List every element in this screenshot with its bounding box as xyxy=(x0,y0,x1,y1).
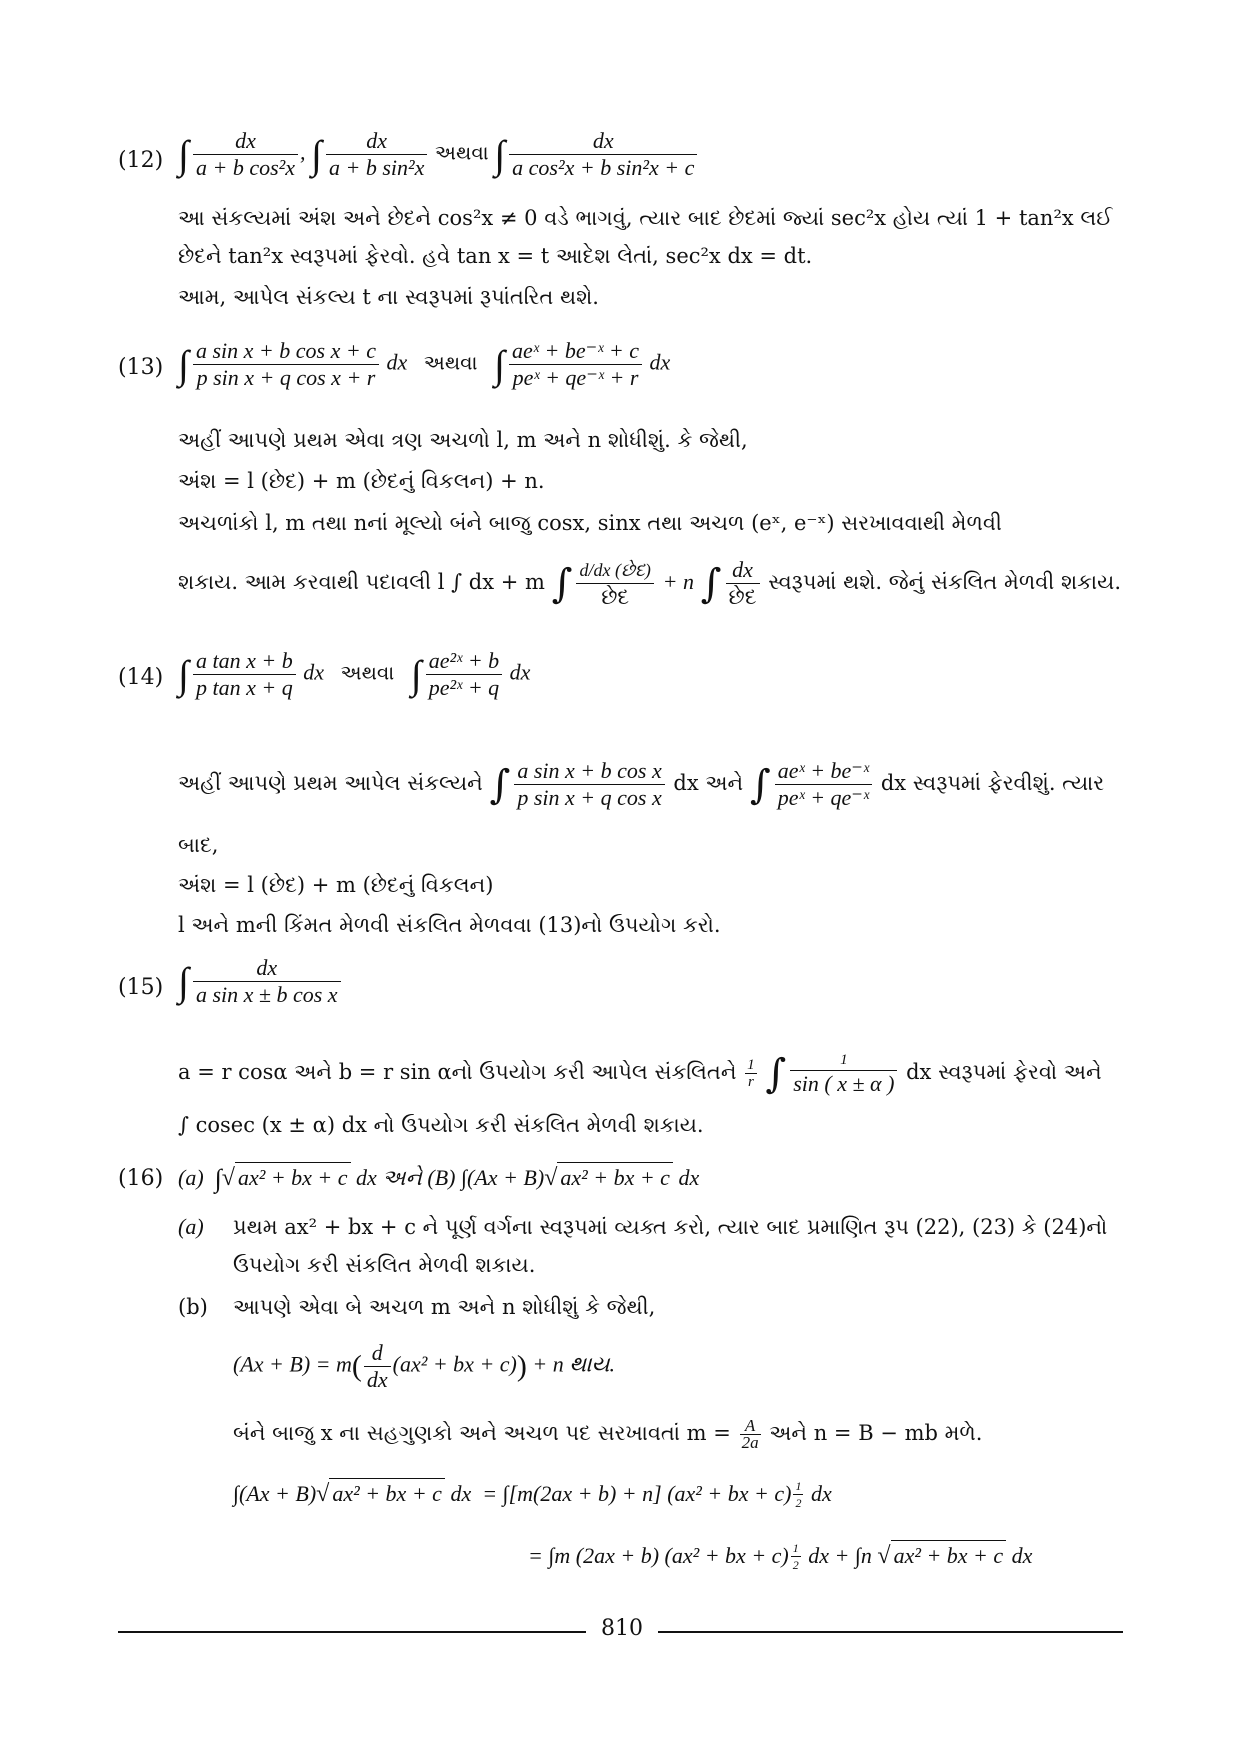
fraction: $\frac{d}{dx}$ xyxy=(364,1340,391,1393)
footer-rule-right xyxy=(658,1631,1123,1633)
fraction: $\frac{\text{d/dx (છેદ)}}{\text{છેદ}}$ xyxy=(576,557,653,610)
integral-sign: ∫ xyxy=(749,761,771,808)
footer-rule-left xyxy=(118,1631,586,1633)
paragraph-line: ∫ cosec (x ± α) dx નો ઉપયોગ કરી સંકલિત મેળવી શકાય. xyxy=(178,1113,704,1137)
item-number: (13) xyxy=(118,355,164,380)
formula-15 xyxy=(178,955,343,1008)
formula-13: ∫ $\frac{\text{a sin x + b cos x + c}}{\text{p sin x + q cos x + r}}$ dx અથવા ∫ $\frac{\text{aeˣ + be⁻ˣ + c}}{\text{peˣ + qe⁻ˣ + r}}$ dx xyxy=(178,338,671,390)
integral-sign: ∫ xyxy=(178,131,189,177)
paragraph-line: ઉપયોગ કરી સંકલિત મેળવી શકાય. xyxy=(233,1253,536,1277)
paragraph-line: શકાય. આમ કરવાથી પદાવલી l ∫ dx + m ∫ $\frac{\text{d/dx (છેદ)}}{\text{છેદ}}$ + n ∫ $\frac{dx}{\text{છેદ}}$ સ્વરૂપમાં થશે. જેનું સંકલિત મેળવી શકાય. xyxy=(178,557,1122,609)
paragraph-line: l અને mની કિંમત મેળવી સંકલિત મેળવવા (13)નો ઉપયોગ કરો. xyxy=(178,913,721,937)
fraction: $\frac{dx}{\text{a + b cos²x}}$ xyxy=(193,128,298,181)
fraction: $\frac{A}{2a}$ xyxy=(741,1416,759,1452)
integral-sign: ∫ xyxy=(765,1050,787,1097)
item-number: (14) xyxy=(118,665,164,690)
paragraph-line: બાદ, xyxy=(178,833,219,857)
paragraph-line: અહીં આપણે પ્રથમ એવા ત્રણ અચળો l, m અને n શોધીશું. કે જેથી, xyxy=(178,428,748,452)
integral-sign: ∫ xyxy=(494,341,506,387)
paragraph-line: પ્રથમ ax² + bx + c ને પૂર્ણ વર્ગના સ્વરૂપમાં વ્યક્ત કરો, ત્યાર બાદ પ્રમાણિત રૂપ (22), (23) કે (24)નો xyxy=(233,1215,1108,1239)
paragraph-line: અંશ = l (છેદ) + m (છેદનું વિકલન) xyxy=(178,873,494,897)
integral-sign: ∫ xyxy=(178,958,189,1004)
paragraph-line: આ સંકલ્યમાં અંશ અને છેદને cos²x ≠ 0 વડે ભાગવું, ત્યાર બાદ છેદમાં જ્યાં sec²x હોય ત્યાં 1 + tan²x લઈ xyxy=(178,206,1113,230)
exponent-fraction: $\frac{1}{2}$ xyxy=(792,1541,799,1572)
item-number: (15) xyxy=(118,975,164,1000)
square-root: √ ax² + bx + c xyxy=(316,1478,445,1509)
equation: (Ax + B) = m( $\frac{d}{dx}$ (ax² + bx + c)) + n થાય. xyxy=(233,1340,616,1392)
fraction: $\frac{\text{ae²ˣ + b}}{\text{pe²ˣ + q}}$ xyxy=(426,648,502,701)
fraction: $\frac{dx}{\text{a cos²x + b sin²x + c}}$ xyxy=(509,128,697,181)
fraction: $\frac{dx}{\text{છેદ}}$ xyxy=(726,557,760,610)
paragraph-line: અચળાંકો l, m તથા nનાં મૂલ્યો બંને બાજુ cosx, sinx તથા અચળ (eˣ, e⁻ˣ) સરખાવવાથી મેળવી xyxy=(178,511,1002,535)
sub-label: (a) xyxy=(178,1214,204,1239)
fraction: $\frac{1}{\sin ( x \pm \alpha )}$ xyxy=(790,1050,897,1097)
paragraph-line: a = r cosα અને b = r sin αનો ઉપયોગ કરી આપેલ સંકલિતને $\frac{1}{r}$ ∫ $\frac{1}{\sin ( x \pm \alpha )}$ dx સ્વરૂપમાં ફેરવો અને xyxy=(178,1050,1102,1097)
paragraph-line: અહીં આપણે પ્રથમ આપેલ સંકલ્યને ∫ $\frac{\text{a sin x + b cos x}}{\text{p sin x + q cos x}}$ dx અને ∫ $\frac{\text{aeˣ + be⁻ˣ}}{\text{peˣ + qe⁻ˣ}}$ dx સ્વરૂપમાં ફેરવીશું. ત્યાર xyxy=(178,758,1105,810)
paragraph-line: બંને બાજુ x ના સહગુણકો અને અચળ પદ સરખાવતાં m = $\frac{A}{2a}$ અને n = B − mb મળે. xyxy=(233,1416,983,1452)
page-number: 810 xyxy=(601,1616,643,1641)
integral-sign: ∫ xyxy=(410,651,422,697)
square-root: √ ax² + bx + c xyxy=(222,1162,351,1193)
sub-label: (b) xyxy=(178,1295,208,1319)
integral-sign: ∫ xyxy=(178,651,189,697)
fraction: $\frac{\text{a tan x + b}}{\text{p tan x + q}}$ xyxy=(193,648,296,701)
item-number: (12) xyxy=(118,148,164,173)
equation: = ∫m (2ax + b) (ax² + bx + c) $\frac{1}{2}$ dx + ∫n √ ax² + bx + c dx xyxy=(528,1541,1033,1572)
paragraph-line: અંશ = l (છેદ) + m (છેદનું વિકલન) + n. xyxy=(178,469,545,493)
integral-sign: ∫ xyxy=(489,761,511,808)
square-root: √ ax² + bx + c xyxy=(877,1540,1006,1571)
paragraph-line: આમ, આપેલ સંકલ્ય t ના સ્વરૂપમાં રૂપાંતરિત થશે. xyxy=(178,285,599,309)
integral-sign: ∫ xyxy=(700,560,722,607)
fraction: $\frac{\text{a sin x + b cos x + c}}{\text{p sin x + q cos x + r}}$ xyxy=(193,338,379,391)
integral-sign: ∫ xyxy=(494,131,506,177)
fraction: $\frac{\text{aeˣ + be⁻ˣ}}{\text{peˣ + qe⁻ˣ}}$ xyxy=(775,758,872,811)
page-footer xyxy=(118,1614,1123,1650)
paragraph-line: આપણે એવા બે અચળ m અને n શોધીશું કે જેથી, xyxy=(233,1295,656,1319)
square-root: √ ax² + bx + c xyxy=(544,1162,673,1193)
fraction: $\frac{1}{r}$ xyxy=(747,1057,755,1090)
formula-12: ∫ $\frac{dx}{\text{a + b cos²x}}$ , ∫ $\frac{dx}{\text{a + b sin²x}}$ અથવા ∫ $\frac{dx}{\text{a cos²x + b sin²x + c}}$ xyxy=(178,128,699,181)
fraction: $\frac{\text{a sin x + b cos x}}{\text{p sin x + q cos x}}$ xyxy=(514,758,664,811)
integral-sign: ∫ xyxy=(551,560,573,607)
formula-16: (a) ∫√ ax² + bx + c dx અને (B) ∫(Ax + B)√ ax² + bx + c dx xyxy=(178,1164,700,1193)
integral-sign: ∫ xyxy=(178,341,189,387)
fraction: $\frac{dx}{\text{a sin x ± b cos x}}$ xyxy=(193,955,341,1008)
item-number: (16) xyxy=(118,1166,164,1191)
fraction: $\frac{dx}{\text{a + b sin²x}}$ xyxy=(326,128,427,181)
exponent-fraction: $\frac{1}{2}$ xyxy=(795,1479,802,1510)
integral-sign: ∫ xyxy=(311,131,322,177)
fraction: $\frac{\text{aeˣ + be⁻ˣ + c}}{\text{peˣ + qe⁻ˣ + r}}$ xyxy=(509,338,642,391)
integral-sign: ∫ xyxy=(214,1164,222,1193)
equation: ∫(Ax + B)√ ax² + bx + c dx = ∫[m(2ax + b) + n] (ax² + bx + c) $\frac{1}{2}$ dx xyxy=(233,1479,832,1510)
formula-14: ∫ $\frac{\text{a tan x + b}}{\text{p tan x + q}}$ dx અથવા ∫ $\frac{\text{ae²ˣ + b}}{\text{pe²ˣ + q}}$ dx xyxy=(178,648,531,700)
paragraph-line: છેદને tan²x સ્વરૂપમાં ફેરવો. હવે tan x = t આદેશ લેતાં, sec²x dx = dt. xyxy=(178,244,813,268)
